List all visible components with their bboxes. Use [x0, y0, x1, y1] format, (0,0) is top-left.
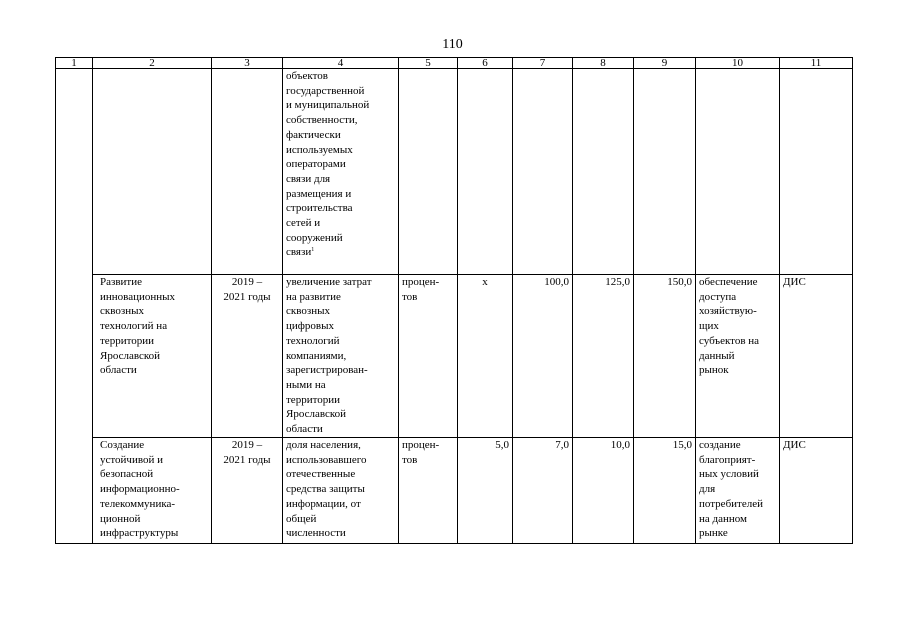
page-number: 110 — [442, 37, 463, 52]
unit-cell: процен- тов — [399, 275, 458, 438]
value-cell — [634, 69, 696, 275]
value-cell — [513, 69, 573, 275]
indicator-cell — [283, 69, 399, 275]
executor-cell — [780, 69, 853, 275]
unit-cell — [399, 69, 458, 275]
table-row — [56, 275, 853, 438]
executor-cell: ДИС — [780, 438, 853, 544]
value-cell: 5,0 — [458, 438, 513, 544]
column-number: 8 — [573, 58, 634, 69]
value-cell: 15,0 — [634, 438, 696, 544]
unit-cell: процен- тов — [399, 438, 458, 544]
column-number: 11 — [780, 58, 853, 69]
column-number: 4 — [283, 58, 399, 69]
period-cell: 2019 – 2021 годы — [212, 275, 283, 438]
value-cell — [573, 69, 634, 275]
result-cell: обеспечение доступа хозяйствую- щих субъектов на данный рынок — [696, 275, 780, 438]
column-number: 1 — [56, 58, 93, 69]
column-number: 5 — [399, 58, 458, 69]
row-number-cell — [56, 69, 93, 544]
column-number: 10 — [696, 58, 780, 69]
value-cell: 150,0 — [634, 275, 696, 438]
value-cell: х — [458, 275, 513, 438]
indicator-text: объектов государственной и муниципальной собственности, фактически используемых операторами связи для размещения и строительства сетей и сооружений связи — [286, 70, 370, 259]
result-cell — [696, 69, 780, 275]
column-number: 3 — [212, 58, 283, 69]
measure-cell: Развитие инновационных сквозных технологий на территории Ярославской области — [93, 275, 212, 438]
period-cell — [212, 69, 283, 275]
column-number: 6 — [458, 58, 513, 69]
executor-cell: ДИС — [780, 275, 853, 438]
column-number-row — [56, 58, 853, 69]
measure-cell — [93, 69, 212, 275]
period-cell: 2019 – 2021 годы — [212, 438, 283, 544]
indicator-cell: увеличение затрат на развитие сквозных цифровых технологий компаниями, зарегистрирован- ными на территории Ярославской области — [283, 275, 399, 438]
value-cell: 100,0 — [513, 275, 573, 438]
column-number: 9 — [634, 58, 696, 69]
value-cell: 7,0 — [513, 438, 573, 544]
measure-cell: Создание устойчивой и безопасной информационно- телекоммуника- ционной инфраструктуры — [93, 438, 212, 544]
footnote-mark: 1 — [311, 247, 315, 254]
value-cell — [458, 69, 513, 275]
column-number: 7 — [513, 58, 573, 69]
value-cell: 125,0 — [573, 275, 634, 438]
table-row — [56, 438, 853, 544]
column-number: 2 — [93, 58, 212, 69]
result-cell: создание благоприят- ных условий для потребителей на данном рынке — [696, 438, 780, 544]
indicators-table — [55, 57, 853, 544]
value-cell: 10,0 — [573, 438, 634, 544]
indicator-cell: доля населения, использовавшего отечественные средства защиты информации, от общей численности — [283, 438, 399, 544]
table-row — [56, 69, 853, 275]
